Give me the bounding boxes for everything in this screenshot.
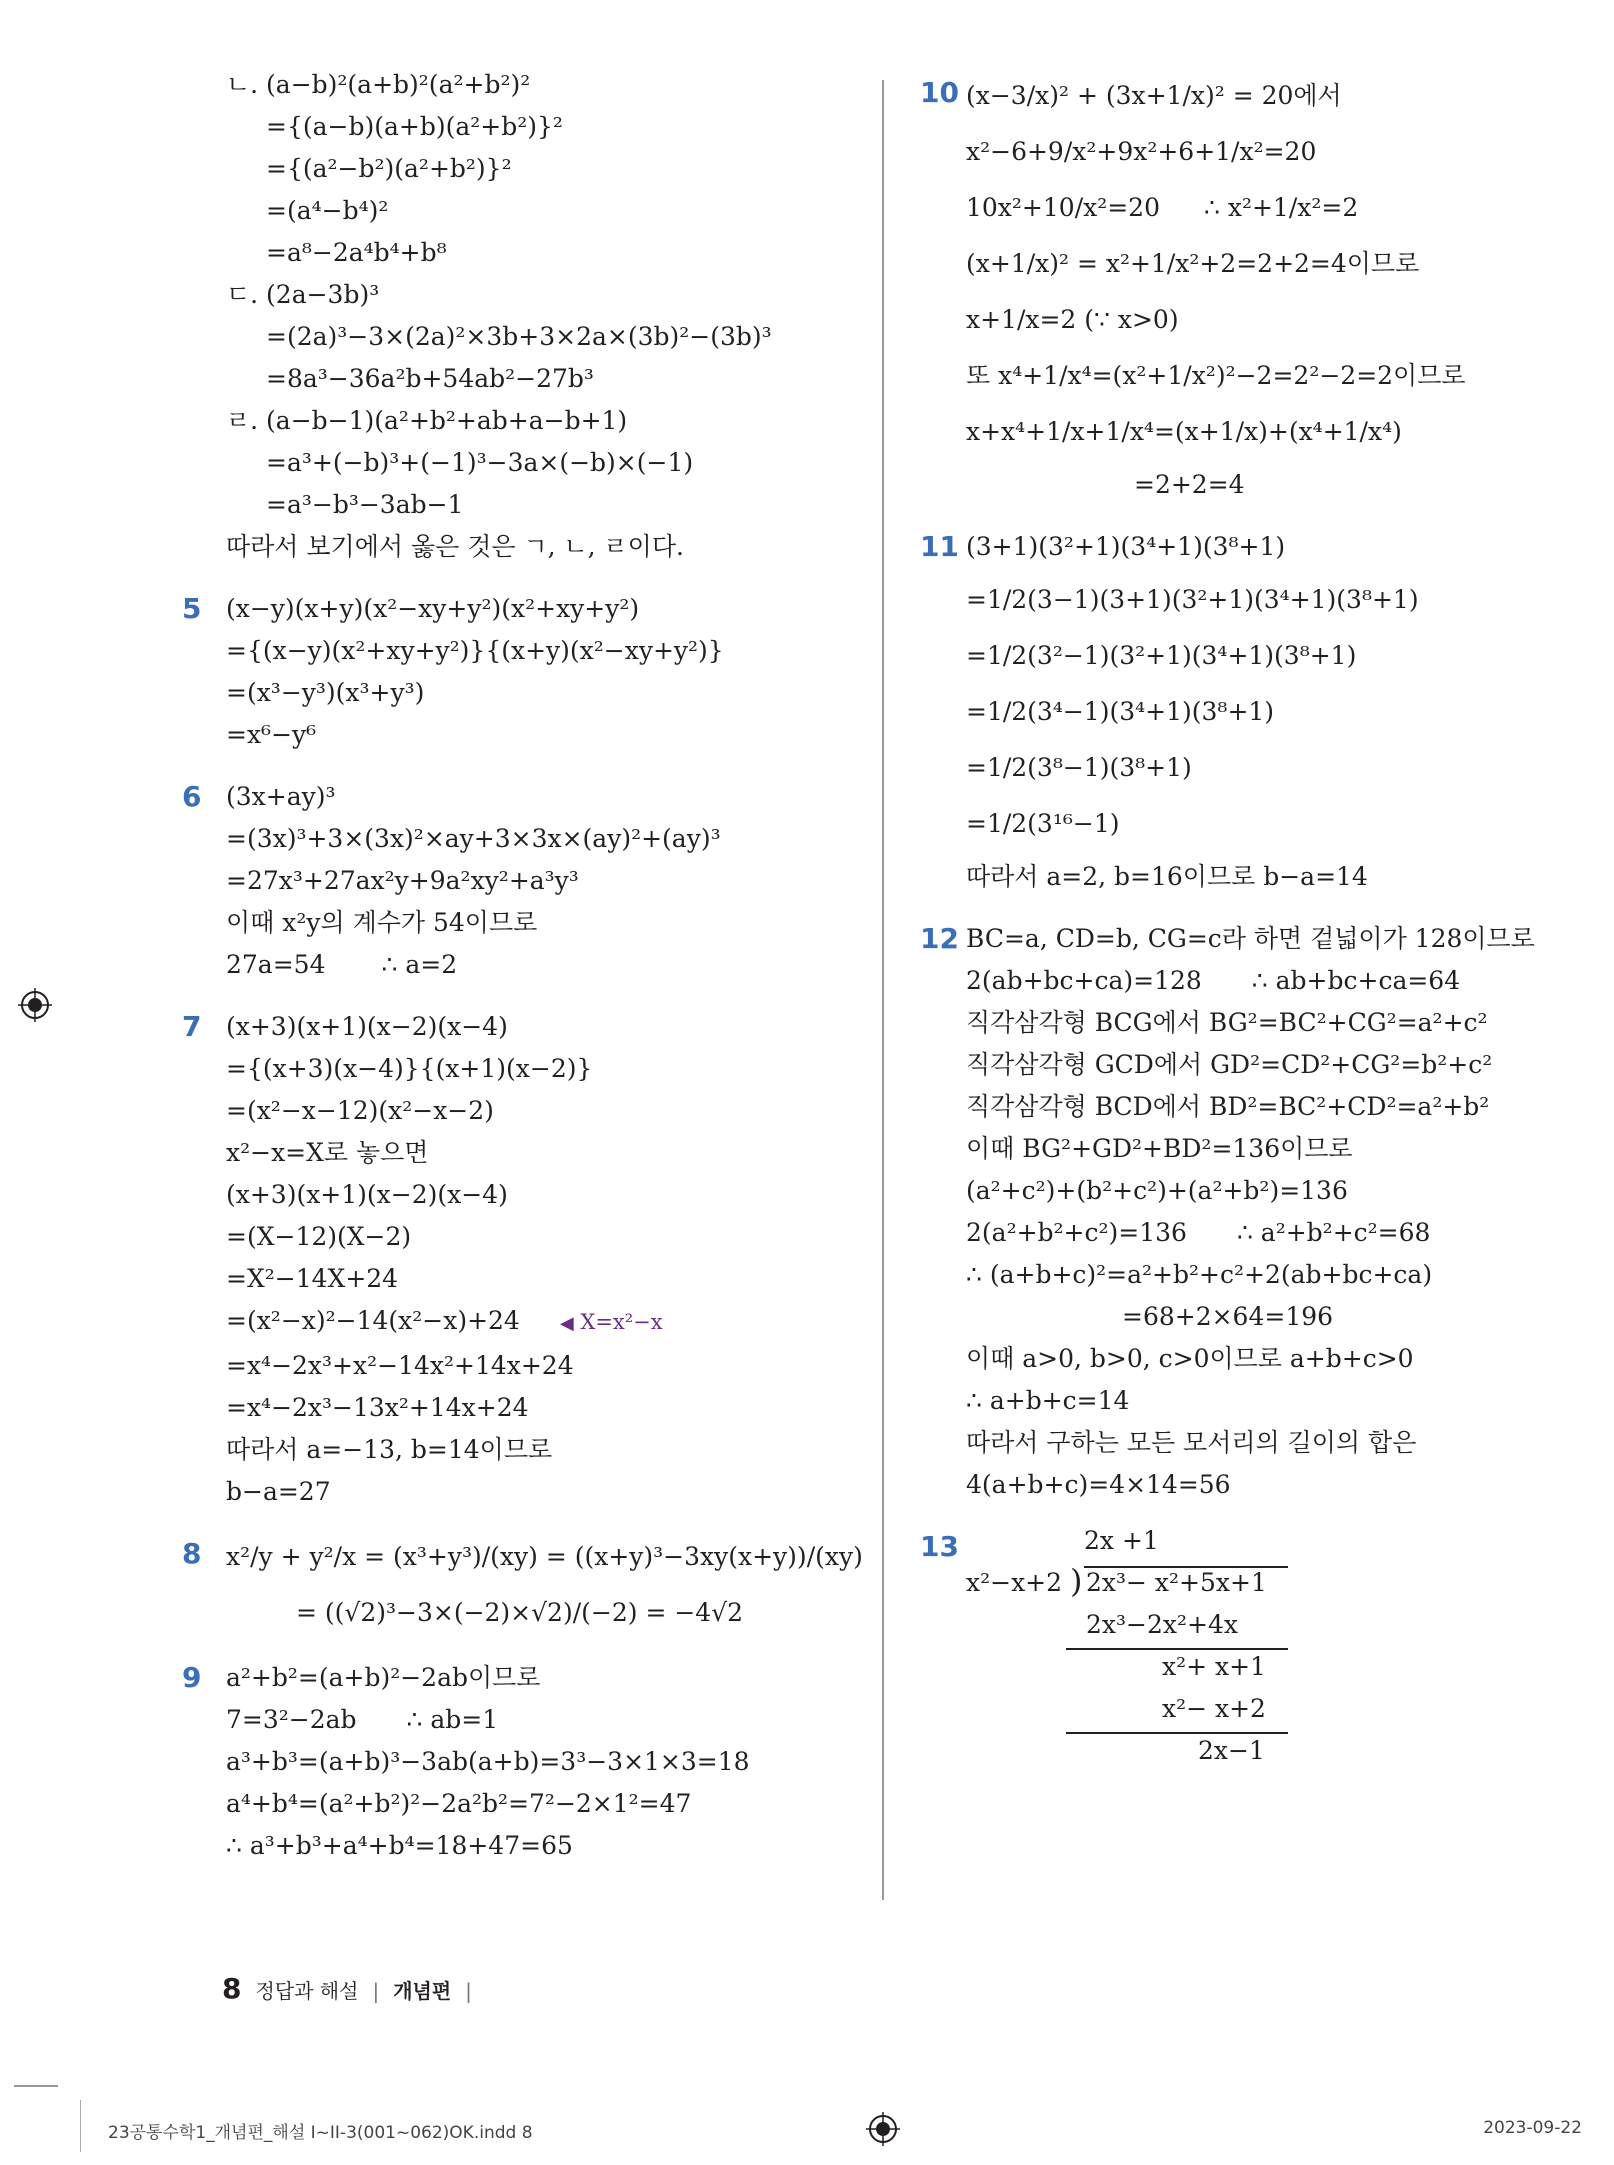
equation: =(x²−x)²−14(x²−x)+24	[226, 1306, 520, 1335]
equation: 2(ab+bc+ca)=128	[966, 966, 1202, 995]
dividend: 2x³− x²+5x+1	[1086, 1568, 1267, 1597]
math-line: ㄷ. (2a−3b)³	[226, 280, 380, 309]
subtract-rule	[1066, 1648, 1288, 1650]
math-line: ={(x−y)(x²+xy+y²)}{(x+y)(x²−xy+y²)}	[226, 636, 724, 665]
column-divider	[882, 80, 884, 1900]
question-7	[182, 1006, 866, 1513]
math-line: a²+b²=(a+b)²−2ab이므로	[226, 1663, 541, 1692]
math-line: ㄴ. (a−b)²(a+b)²(a²+b²)²	[226, 70, 531, 99]
question-number: 9	[182, 1661, 202, 1694]
math-line: a³+b³=(a+b)³−3ab(a+b)=3³−3×1×3=18	[226, 1747, 750, 1776]
math-line: 이때 BG²+GD²+BD²=136이므로	[966, 1134, 1353, 1163]
footer-separator: |	[372, 1979, 380, 2003]
math-line: =(x³−y³)(x³+y³)	[226, 678, 425, 707]
question-11	[920, 526, 1540, 898]
question-number: 12	[920, 922, 959, 955]
math-line: 따라서 a=−13, b=14이므로	[226, 1435, 553, 1464]
math-line: =8a³−36a²b+54ab²−27b³	[266, 364, 594, 393]
math-line: =2+2=4	[1134, 470, 1245, 499]
math-line: =(a⁴−b⁴)²	[266, 196, 389, 225]
question-13	[920, 1526, 1540, 1765]
math-line: =68+2×64=196	[1122, 1302, 1334, 1331]
question-number: 6	[182, 780, 202, 813]
equation: ∴ ab=1	[406, 1705, 499, 1734]
conclusion-text: 따라서 보기에서 옳은 것은 ㄱ, ㄴ, ㄹ이다.	[226, 532, 684, 561]
footer-section: 개념편	[393, 1979, 452, 2003]
math-line: = ((√2)³−3×(−2)×√2)/(−2) = −4√2	[296, 1598, 744, 1627]
registration-mark-icon	[866, 2112, 900, 2146]
math-line: 이때 a>0, b>0, c>0이므로 a+b+c>0	[966, 1344, 1414, 1373]
print-slug-date: 2023-09-22	[1483, 2118, 1582, 2138]
math-line: =a³+(−b)³+(−1)³−3a×(−b)×(−1)	[266, 448, 694, 477]
registration-mark-icon	[18, 988, 52, 1022]
math-line	[226, 1699, 866, 1741]
equation: 27a=54	[226, 950, 326, 979]
math-line: BC=a, CD=b, CG=c라 하면 겉넓이가 128이므로	[966, 924, 1535, 953]
subtract-rule	[1066, 1732, 1288, 1734]
math-line	[966, 184, 1540, 232]
math-line: =(X−12)(X−2)	[226, 1222, 412, 1251]
math-line: =X²−14X+24	[226, 1264, 399, 1293]
note-text: X=x²−x	[580, 1310, 663, 1334]
trim-line	[14, 2085, 58, 2087]
question-5	[182, 588, 866, 756]
question-number: 5	[182, 592, 202, 625]
math-line: (x+1/x)² = x²+1/x²+2=2+2=4이므로	[966, 249, 1420, 278]
subtract-row: x²− x+2	[1162, 1694, 1266, 1723]
equation: ∴ x²+1/x²=2	[1204, 193, 1359, 222]
question-number: 13	[920, 1530, 959, 1563]
math-line: 또 x⁴+1/x⁴=(x²+1/x²)²−2=2²−2=2이므로	[966, 361, 1466, 390]
question-number: 8	[182, 1537, 202, 1570]
quotient: 2x +1	[1084, 1526, 1159, 1555]
question-number: 11	[920, 530, 959, 563]
equation: 7=3²−2ab	[226, 1705, 357, 1734]
remainder: 2x−1	[1198, 1736, 1265, 1765]
math-line: 4(a+b+c)=4×14=56	[966, 1470, 1231, 1499]
long-division	[966, 1526, 1386, 1765]
math-line: ={(a²−b²)(a²+b²)}²	[266, 154, 512, 183]
math-line: ={(x+3)(x−4)}{(x+1)(x−2)}	[226, 1054, 593, 1083]
math-line: (x+3)(x+1)(x−2)(x−4)	[226, 1012, 508, 1041]
math-line: x²/y + y²/x = (x³+y³)/(xy) = ((x+y)³−3xy(x+y))/(xy)	[226, 1542, 863, 1571]
math-line: =(3x)³+3×(3x)²×ay+3×3x×(ay)²+(ay)³	[226, 824, 721, 853]
math-line: 이때 x²y의 계수가 54이므로	[226, 908, 538, 937]
equation: ∴ a²+b²+c²=68	[1236, 1218, 1431, 1247]
trim-line	[80, 2100, 81, 2152]
question-8	[182, 1533, 866, 1637]
remainder-row: x²+ x+1	[1162, 1652, 1266, 1681]
question-number: 7	[182, 1010, 202, 1043]
math-line: ={(a−b)(a+b)(a²+b²)}²	[266, 112, 563, 141]
math-line: x+1/x=2 (∵ x>0)	[966, 305, 1179, 334]
math-line	[226, 944, 866, 986]
math-line	[966, 1212, 1540, 1254]
math-line: (3+1)(3²+1)(3⁴+1)(3⁸+1)	[966, 532, 1286, 561]
math-line: =x⁶−y⁶	[226, 720, 317, 749]
question-9	[182, 1657, 866, 1867]
math-line: =1/2(3⁴−1)(3⁴+1)(3⁸+1)	[966, 697, 1275, 726]
left-triangle-icon: ◀	[559, 1313, 574, 1334]
math-line: =x⁴−2x³+x²−14x²+14x+24	[226, 1351, 574, 1380]
page-footer	[222, 1972, 472, 2005]
question-12	[920, 918, 1540, 1506]
item-n	[226, 64, 866, 274]
equation: ∴ a=2	[381, 950, 458, 979]
question-10	[920, 72, 1540, 506]
subtract-row: 2x³−2x²+4x	[1086, 1610, 1238, 1639]
math-line: =27x³+27ax²y+9a²xy²+a³y³	[226, 866, 579, 895]
print-slug-file: 23공통수학1_개념편_해설 I~II-3(001~062)OK.indd 8	[108, 2123, 533, 2143]
equation: 2(a²+b²+c²)=136	[966, 1218, 1187, 1247]
math-line: 직각삼각형 GCD에서 GD²=CD²+CG²=b²+c²	[966, 1050, 1493, 1079]
math-line: ∴ (a+b+c)²=a²+b²+c²+2(ab+bc+ca)	[966, 1260, 1433, 1289]
math-line: =x⁴−2x³−13x²+14x+24	[226, 1393, 529, 1422]
math-line: 따라서 a=2, b=16이므로 b−a=14	[966, 862, 1368, 891]
page-number: 8	[222, 1972, 242, 2005]
math-line: =1/2(3⁸−1)(3⁸+1)	[966, 753, 1192, 782]
math-line: 직각삼각형 BCG에서 BG²=BC²+CG²=a²+c²	[966, 1008, 1488, 1037]
math-line: 직각삼각형 BCD에서 BD²=BC²+CD²=a²+b²	[966, 1092, 1490, 1121]
math-line	[226, 1300, 866, 1345]
math-line: (x+3)(x+1)(x−2)(x−4)	[226, 1180, 508, 1209]
item-d	[226, 274, 866, 400]
math-line: (3x+ay)³	[226, 782, 336, 811]
equation: 10x²+10/x²=20	[966, 193, 1160, 222]
math-line: (x−3/x)² + (3x+1/x)² = 20에서	[966, 81, 1342, 110]
math-line: ∴ a+b+c=14	[966, 1386, 1130, 1415]
math-line: b−a=27	[226, 1477, 331, 1506]
math-line: x+x⁴+1/x+1/x⁴=(x+1/x)+(x⁴+1/x⁴)	[966, 417, 1402, 446]
left-column	[182, 64, 866, 1887]
footer-title: 정답과 해설	[255, 1979, 359, 2003]
equation: ∴ ab+bc+ca=64	[1251, 966, 1461, 995]
division-bracket: )	[1070, 1562, 1083, 1600]
math-line: (a²+c²)+(b²+c²)+(a²+b²)=136	[966, 1176, 1348, 1205]
math-line: =1/2(3−1)(3+1)(3²+1)(3⁴+1)(3⁸+1)	[966, 585, 1419, 614]
divisor: x²−x+2	[966, 1568, 1063, 1597]
right-column	[920, 64, 1540, 1776]
math-line: ∴ a³+b³+a⁴+b⁴=18+47=65	[226, 1831, 573, 1860]
item-r	[226, 400, 866, 568]
math-line: x²−6+9/x²+9x²+6+1/x²=20	[966, 137, 1317, 166]
math-line: 따라서 구하는 모든 모서리의 길이의 합은	[966, 1428, 1417, 1457]
footer-separator: |	[465, 1979, 472, 2003]
math-line: ㄹ. (a−b−1)(a²+b²+ab+a−b+1)	[226, 406, 628, 435]
math-line: =1/2(3¹⁶−1)	[966, 809, 1120, 838]
math-line: x²−x=X로 놓으면	[226, 1138, 429, 1167]
substitution-note	[560, 1310, 663, 1334]
math-line: a⁴+b⁴=(a²+b²)²−2a²b²=7²−2×1²=47	[226, 1789, 692, 1818]
question-number: 10	[920, 76, 959, 109]
math-line: =a⁸−2a⁴b⁴+b⁸	[266, 238, 447, 267]
math-line: =a³−b³−3ab−1	[266, 490, 464, 519]
math-line: (x−y)(x+y)(x²−xy+y²)(x²+xy+y²)	[226, 594, 640, 623]
math-line: =(x²−x−12)(x²−x−2)	[226, 1096, 494, 1125]
math-line: =(2a)³−3×(2a)²×3b+3×2a×(3b)²−(3b)³	[266, 322, 772, 351]
question-6	[182, 776, 866, 986]
math-line: =1/2(3²−1)(3²+1)(3⁴+1)(3⁸+1)	[966, 641, 1357, 670]
math-line	[966, 960, 1540, 1002]
